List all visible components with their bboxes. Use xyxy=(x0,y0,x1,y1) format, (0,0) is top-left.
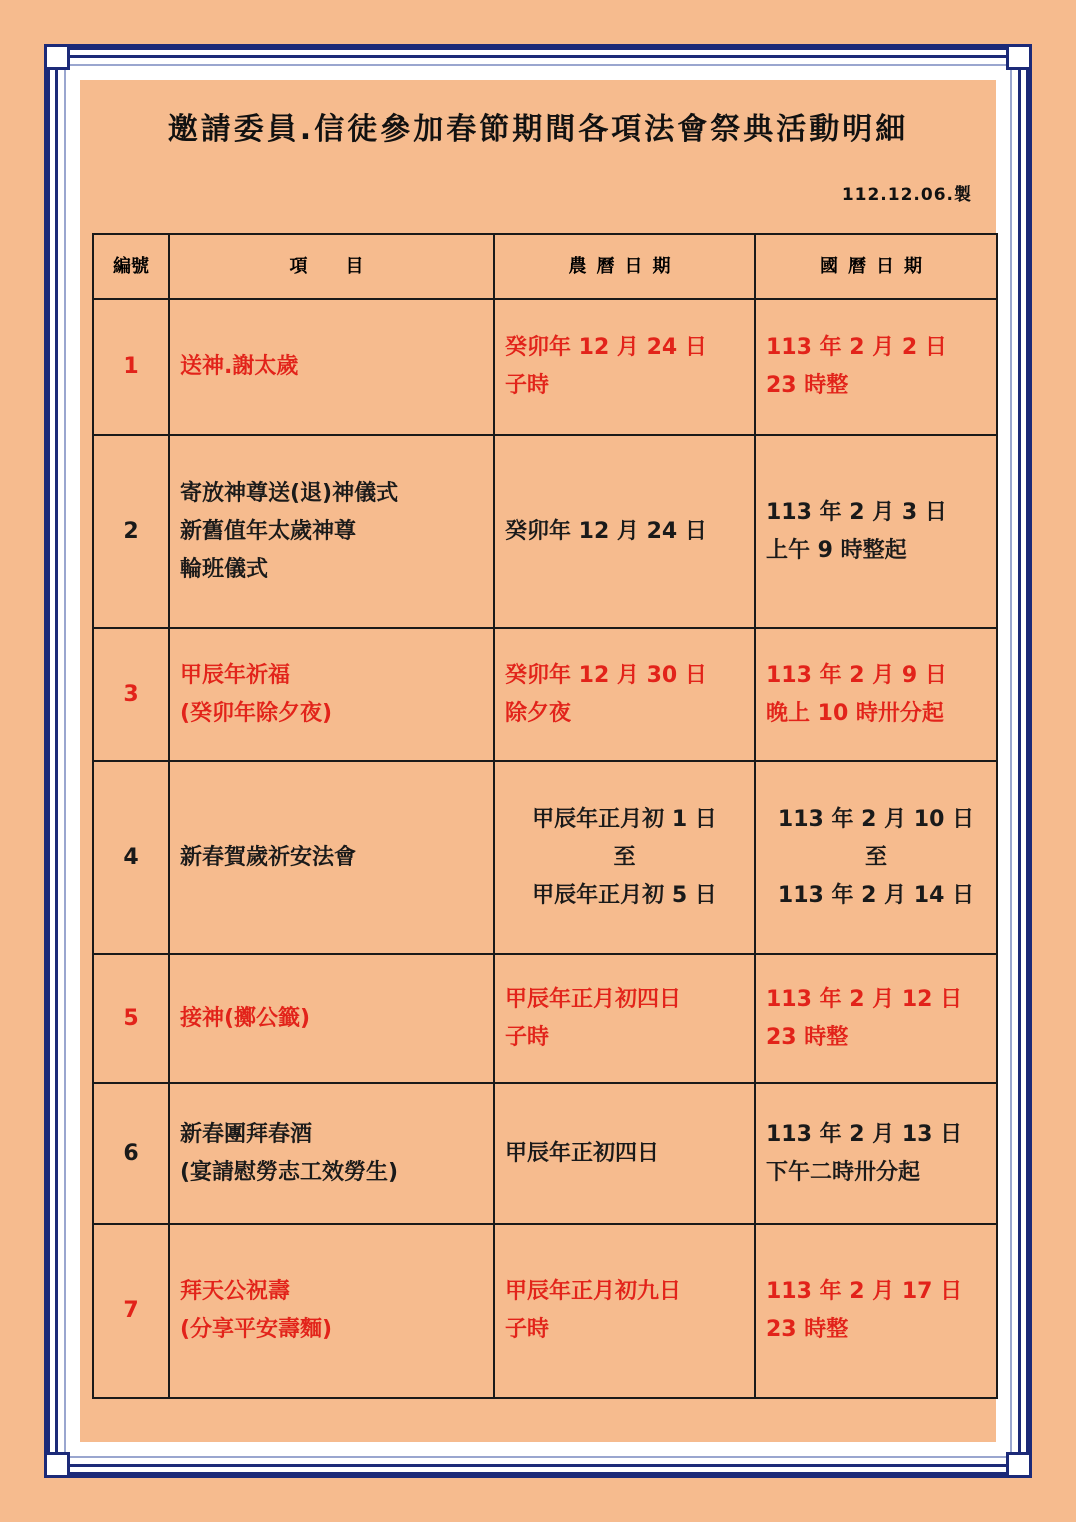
header-solar-date: 國曆日期 xyxy=(755,234,997,299)
lunar-date-line: 甲辰年正初四日 xyxy=(505,1140,660,1166)
row-item-line: 新春團拜春酒 xyxy=(180,1121,313,1147)
row-item-line: 送神.謝太歲 xyxy=(180,354,299,379)
row-item-line: 寄放神尊送(退)神儀式 xyxy=(180,480,399,506)
solar-date-line: 上午 9 時整起 xyxy=(766,537,907,563)
row-item-line: (分享平安壽麵) xyxy=(180,1317,333,1342)
row-number: 5 xyxy=(93,954,169,1083)
lunar-date-line: 子時 xyxy=(505,1024,550,1050)
row-item-line: 接神(擲公籤) xyxy=(180,1005,311,1031)
row-item xyxy=(169,1083,494,1224)
table-row xyxy=(93,1224,997,1398)
corner-ornament-top-left xyxy=(44,44,70,70)
lunar-date-line: 子時 xyxy=(505,1317,550,1342)
row-item-line: 甲辰年祈福 xyxy=(180,662,291,688)
row-solar-date xyxy=(755,954,997,1083)
lunar-date-line: 甲辰年正月初九日 xyxy=(505,1279,682,1304)
lunar-date-line: 癸卯年 12 月 24 日 xyxy=(505,518,707,544)
solar-date-line: 下午二時卅分起 xyxy=(766,1159,921,1185)
row-item-line: (宴請慰勞志工效勞生) xyxy=(180,1159,399,1185)
row-item-line: 輪班儀式 xyxy=(180,556,269,582)
table-row xyxy=(93,299,997,435)
row-item xyxy=(169,628,494,761)
corner-ornament-bottom-right xyxy=(1006,1452,1032,1478)
solar-date-line: 113 年 2 月 10 日 xyxy=(777,806,975,832)
row-lunar-date xyxy=(494,299,755,435)
row-lunar-date xyxy=(494,1083,755,1224)
lunar-date-line: 甲辰年正月初 1 日 xyxy=(532,806,717,832)
table-row xyxy=(93,761,997,954)
corner-ornament-bottom-left xyxy=(44,1452,70,1478)
lunar-date-line: 至 xyxy=(613,844,636,870)
row-number: 3 xyxy=(93,628,169,761)
row-lunar-date xyxy=(494,628,755,761)
row-item xyxy=(169,954,494,1083)
schedule-table xyxy=(92,233,998,1399)
row-item xyxy=(169,299,494,435)
row-item-line: 拜天公祝壽 xyxy=(180,1279,291,1304)
solar-date-line: 113 年 2 月 13 日 xyxy=(766,1121,963,1147)
row-item-line: 新舊值年太歲神尊 xyxy=(180,518,357,544)
row-item xyxy=(169,1224,494,1398)
row-number: 7 xyxy=(93,1224,169,1398)
table-row xyxy=(93,435,997,628)
solar-date-line: 至 xyxy=(864,844,887,870)
lunar-date-line: 甲辰年正月初 5 日 xyxy=(532,882,717,908)
lunar-date-line: 癸卯年 12 月 30 日 xyxy=(505,662,707,688)
lunar-date-line: 除夕夜 xyxy=(505,700,572,726)
header-lunar-date: 農曆日期 xyxy=(494,234,755,299)
solar-date-line: 113 年 2 月 17 日 xyxy=(766,1279,963,1304)
table-header-row xyxy=(93,234,997,299)
solar-date-line: 23 時整 xyxy=(766,373,849,398)
table-row xyxy=(93,628,997,761)
solar-date-line: 113 年 2 月 2 日 xyxy=(766,335,947,360)
row-lunar-date xyxy=(494,435,755,628)
row-number: 2 xyxy=(93,435,169,628)
row-lunar-date xyxy=(494,761,755,954)
header-item: 項 目 xyxy=(169,234,494,299)
row-solar-date xyxy=(755,299,997,435)
solar-date-line: 113 年 2 月 14 日 xyxy=(777,882,975,908)
solar-date-line: 113 年 2 月 12 日 xyxy=(766,986,963,1012)
solar-date-line: 113 年 2 月 9 日 xyxy=(766,662,947,688)
table-row xyxy=(93,954,997,1083)
row-solar-date xyxy=(755,435,997,628)
row-number: 4 xyxy=(93,761,169,954)
row-lunar-date xyxy=(494,954,755,1083)
solar-date-line: 23 時整 xyxy=(766,1024,849,1050)
row-solar-date xyxy=(755,1224,997,1398)
row-number: 6 xyxy=(93,1083,169,1224)
row-number: 1 xyxy=(93,299,169,435)
made-date: 112.12.06.製 xyxy=(841,185,972,205)
solar-date-line: 113 年 2 月 3 日 xyxy=(766,499,947,525)
solar-date-line: 23 時整 xyxy=(766,1317,849,1342)
row-solar-date xyxy=(755,761,997,954)
row-item xyxy=(169,761,494,954)
lunar-date-line: 癸卯年 12 月 24 日 xyxy=(505,335,707,360)
row-item-line: (癸卯年除夕夜) xyxy=(180,700,333,726)
row-solar-date xyxy=(755,1083,997,1224)
document-title: 邀請委員.信徒參加春節期間各項法會祭典活動明細 xyxy=(167,112,909,147)
lunar-date-line: 子時 xyxy=(505,373,550,398)
row-lunar-date xyxy=(494,1224,755,1398)
row-solar-date xyxy=(755,628,997,761)
corner-ornament-top-right xyxy=(1006,44,1032,70)
row-item-line: 新春賀歲祈安法會 xyxy=(180,844,357,870)
table-row xyxy=(93,1083,997,1224)
row-item xyxy=(169,435,494,628)
header-number: 編號 xyxy=(93,234,169,299)
lunar-date-line: 甲辰年正月初四日 xyxy=(505,986,682,1012)
solar-date-line: 晚上 10 時卅分起 xyxy=(766,700,944,726)
